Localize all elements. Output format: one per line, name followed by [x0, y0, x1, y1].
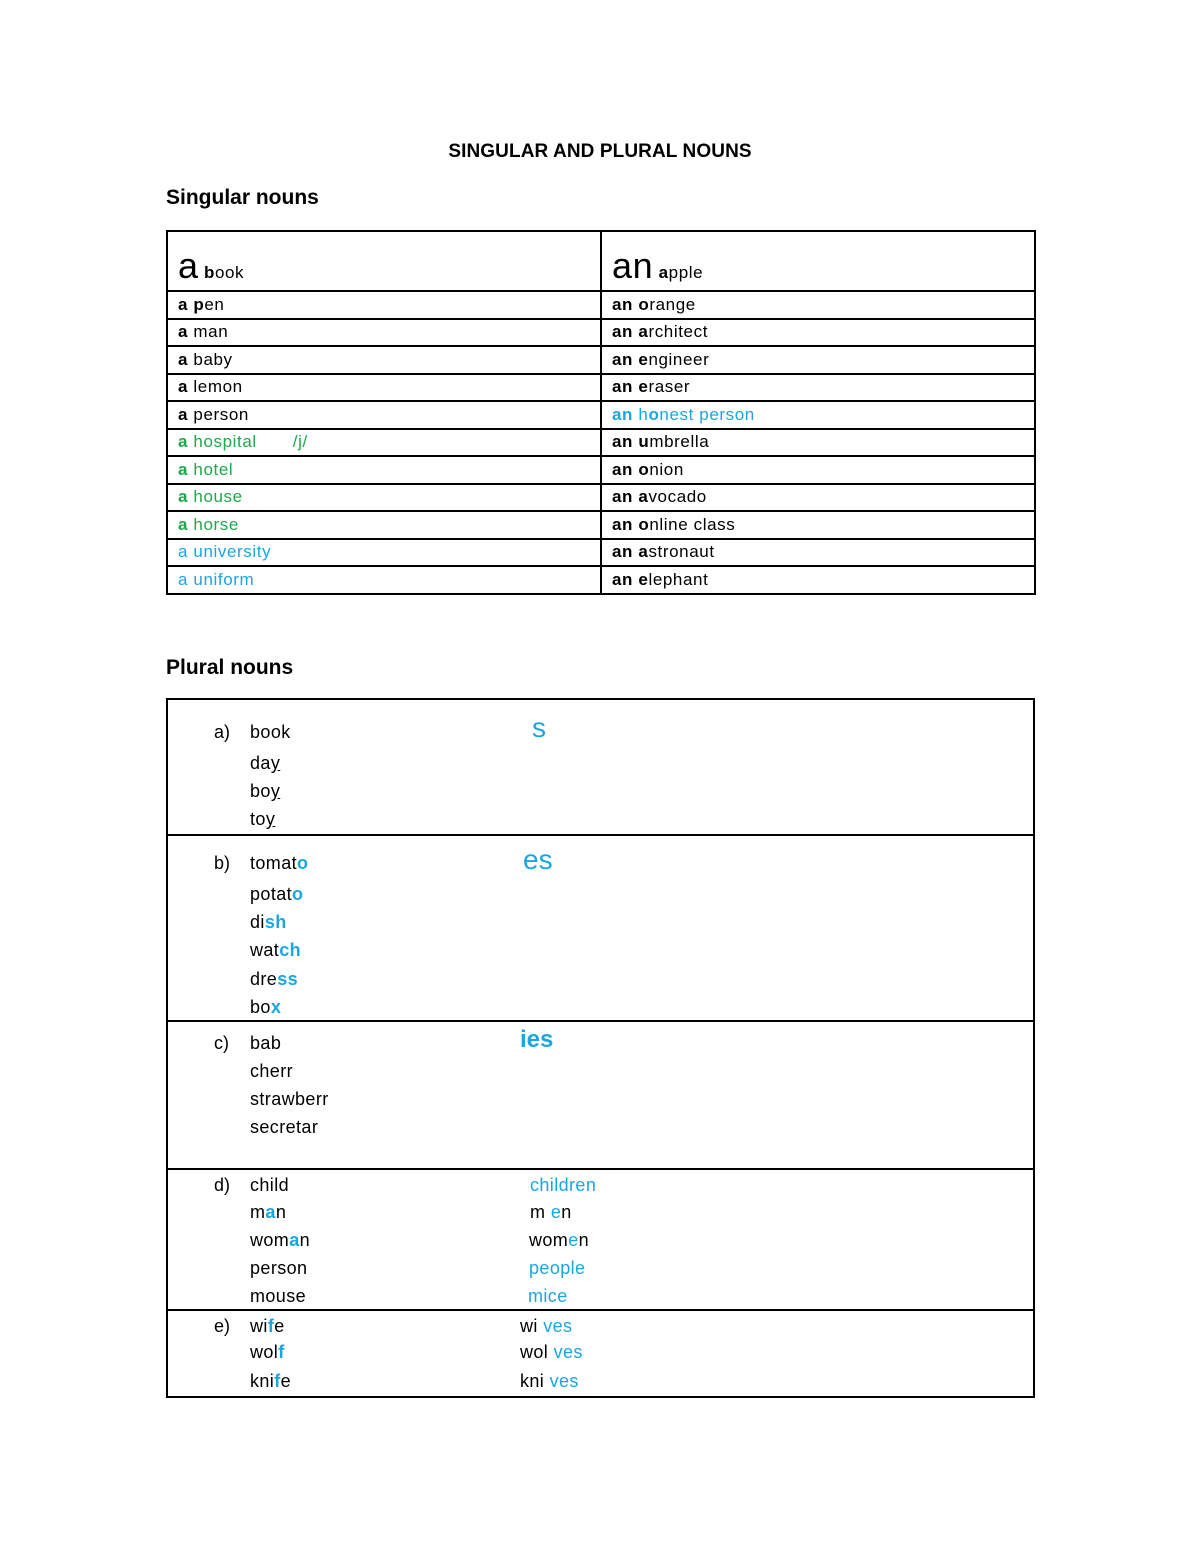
plural-form: m en [530, 1202, 572, 1222]
article: an [612, 514, 634, 534]
a-cell [167, 539, 601, 567]
list-item: cherr [250, 1061, 294, 1081]
singular-nouns-table [166, 230, 1036, 595]
an-cell [601, 456, 1035, 484]
plural-form: children [530, 1175, 597, 1195]
table-row [167, 319, 1035, 347]
list-item: wolf [250, 1342, 285, 1362]
table-row [167, 346, 1035, 374]
table-row [167, 456, 1035, 484]
suffix-es: es [523, 844, 553, 875]
article: a [178, 349, 189, 369]
singular-nouns-heading: Singular nouns [166, 186, 319, 209]
article: an [612, 377, 634, 397]
an-cell [601, 539, 1035, 567]
word-rest: range [649, 294, 696, 314]
list-item: child [250, 1175, 290, 1195]
a-cell [167, 456, 601, 484]
first-letter: a [638, 487, 649, 507]
word: man [193, 322, 229, 342]
article: an [612, 294, 634, 314]
first-letter: o [638, 459, 650, 479]
a-cell [167, 484, 601, 512]
first-letter: e [638, 377, 649, 397]
plural-group-b [168, 834, 1033, 1022]
group-label: d) [214, 1175, 231, 1195]
a-cell [167, 346, 601, 374]
an-cell [601, 429, 1035, 457]
article: an [612, 569, 634, 589]
first-letter: e [638, 569, 649, 589]
word-rest: raser [648, 377, 691, 397]
article: a [178, 322, 189, 342]
article: an [612, 404, 634, 424]
word-rest: rchitect [648, 322, 709, 342]
table-header-row [167, 231, 1035, 291]
article: an [612, 432, 634, 452]
article: an [612, 542, 634, 562]
article: a [178, 377, 189, 397]
word: hotel [193, 459, 234, 479]
plural-form: wol ves [520, 1342, 583, 1362]
word-rest: mbrella [649, 432, 710, 452]
list-item: wife [250, 1316, 285, 1336]
article-a: a [178, 245, 199, 286]
plural-group-e [168, 1309, 1033, 1398]
plural-form: women [529, 1230, 590, 1250]
word-rest: stronaut [648, 542, 715, 562]
word-rest: nion [649, 459, 684, 479]
list-item: man [250, 1202, 287, 1222]
plural-group-c [168, 1020, 1033, 1170]
word: house [193, 487, 243, 507]
article: a [178, 459, 189, 479]
word-rest: en [204, 294, 225, 314]
list-item: bab [250, 1033, 282, 1053]
first-letter: e [638, 349, 649, 369]
word: horse [193, 514, 239, 534]
list-item: potato [250, 884, 304, 904]
word-rest: pple [668, 263, 704, 282]
word-rest: ook [214, 263, 245, 282]
first-letter: b [203, 263, 215, 282]
list-item: knife [250, 1371, 292, 1391]
first-letter: o [638, 514, 650, 534]
plural-form: people [529, 1258, 586, 1278]
table-row [167, 291, 1035, 319]
first-letter: a [658, 263, 669, 282]
plural-form: kni ves [520, 1371, 579, 1391]
article-an: an [612, 245, 654, 286]
article: a [178, 404, 189, 424]
table-row [167, 374, 1035, 402]
word-rest: lephant [648, 569, 709, 589]
plural-group-a [168, 700, 1033, 834]
an-cell [601, 401, 1035, 429]
suffix-s: s [532, 712, 546, 743]
list-item: watch [250, 940, 302, 960]
article: a [178, 569, 189, 589]
plural-form: wi ves [520, 1316, 573, 1336]
word: person [193, 404, 249, 424]
a-cell [167, 291, 601, 319]
article: an [612, 459, 634, 479]
plural-nouns-heading: Plural nouns [166, 656, 294, 679]
list-item: woman [250, 1230, 311, 1250]
plural-form: mice [528, 1286, 568, 1306]
table-row [167, 539, 1035, 567]
list-item: boy [250, 781, 281, 801]
an-column-header [601, 231, 1035, 291]
an-cell [601, 484, 1035, 512]
list-item: toy [250, 809, 276, 829]
a-cell [167, 511, 601, 539]
table-row [167, 484, 1035, 512]
article: a [178, 294, 189, 314]
an-cell [601, 374, 1035, 402]
article: an [612, 322, 634, 342]
word: uniform [193, 569, 255, 589]
list-item: person [250, 1258, 308, 1278]
list-item: mouse [250, 1286, 307, 1306]
article: a [178, 514, 189, 534]
list-item: dish [250, 912, 287, 932]
word: baby [193, 349, 233, 369]
article: an [612, 349, 634, 369]
article: a [178, 432, 189, 452]
a-cell [167, 566, 601, 594]
word-rest: ngineer [648, 349, 710, 369]
silent-letter: h [638, 404, 649, 424]
article: a [178, 542, 189, 562]
list-item: dress [250, 969, 299, 989]
plural-nouns-box [166, 698, 1035, 1398]
suffix-ies: ies [520, 1026, 554, 1053]
a-cell [167, 374, 601, 402]
a-cell [167, 429, 601, 457]
list-item: box [250, 997, 282, 1017]
a-column-header [167, 231, 601, 291]
word-rest: vocado [648, 487, 707, 507]
an-cell [601, 511, 1035, 539]
first-letter: o [638, 294, 650, 314]
word: lemon [193, 377, 243, 397]
list-item: strawberr [250, 1089, 329, 1109]
group-label: b) [214, 853, 231, 873]
group-label: c) [214, 1033, 229, 1053]
phonetic-note: /j/ [292, 432, 308, 452]
plural-group-d [168, 1168, 1033, 1311]
a-cell [167, 319, 601, 347]
group-label: e) [214, 1316, 231, 1336]
first-letter: p [193, 294, 205, 314]
first-sound: o [648, 404, 660, 424]
list-item: tomato [250, 853, 309, 873]
table-row [167, 566, 1035, 594]
an-cell [601, 291, 1035, 319]
list-item: book [250, 722, 291, 742]
article: a [178, 487, 189, 507]
a-cell [167, 401, 601, 429]
word: hospital [193, 432, 257, 452]
word: university [193, 542, 272, 562]
table-row [167, 429, 1035, 457]
article: an [612, 487, 634, 507]
first-letter: u [638, 432, 650, 452]
word-rest: nest person [659, 404, 755, 424]
page-title: SINGULAR AND PLURAL NOUNS [448, 141, 752, 162]
first-letter: a [638, 322, 649, 342]
table-row [167, 401, 1035, 429]
table-row [167, 511, 1035, 539]
list-item: secretar [250, 1117, 319, 1137]
word-rest: nline class [649, 514, 736, 534]
an-cell [601, 319, 1035, 347]
an-cell [601, 346, 1035, 374]
list-item: day [250, 753, 281, 773]
first-letter: a [638, 542, 649, 562]
an-cell [601, 566, 1035, 594]
group-label: a) [214, 722, 231, 742]
